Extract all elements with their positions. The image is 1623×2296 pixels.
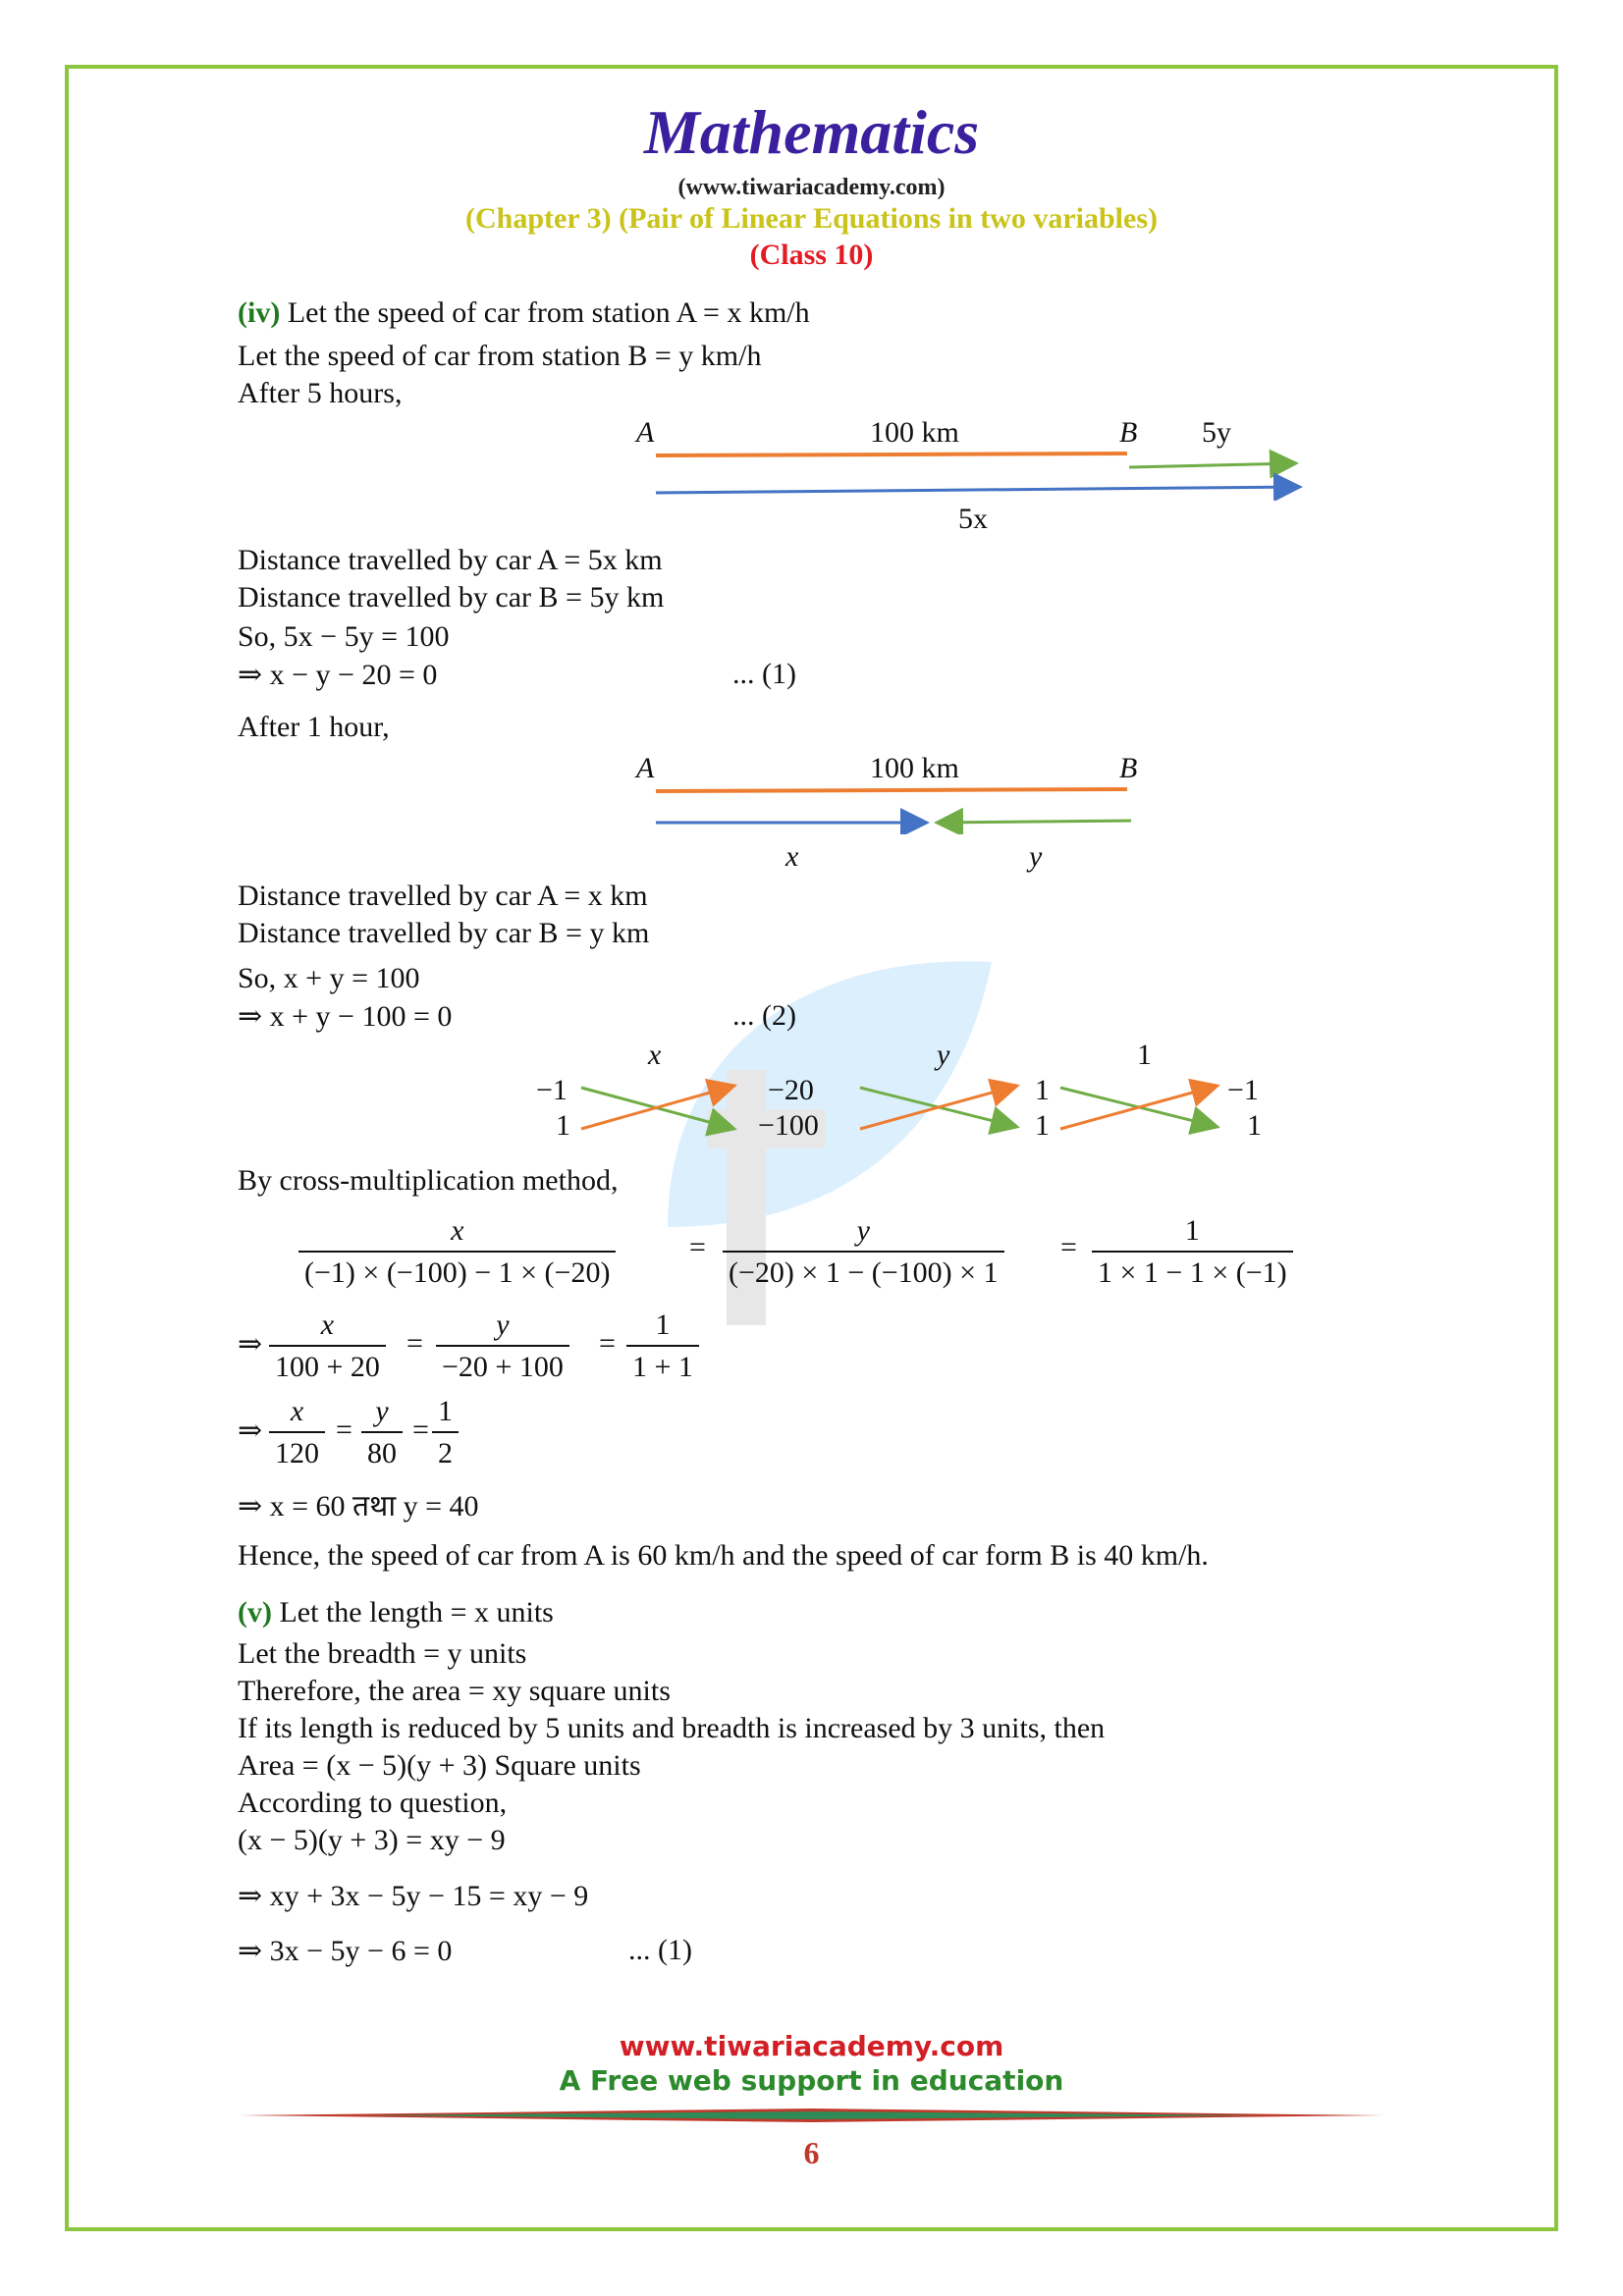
part-v-line4: If its length is reduced by 5 units and breadth is increased by 3 units, then bbox=[238, 1712, 1106, 1744]
part-v-label: (v) bbox=[238, 1596, 272, 1629]
distance-a: Distance travelled by car A = 5x km bbox=[238, 544, 663, 576]
part-iv-line2: Let the speed of car from station B = y km/h bbox=[238, 340, 762, 372]
cross-col3-top: 1 bbox=[1035, 1074, 1050, 1106]
cross-col2-top: −20 bbox=[768, 1074, 814, 1106]
cross-col3-bottom: 1 bbox=[1035, 1109, 1050, 1142]
implies-sign: ⇒ bbox=[238, 1415, 263, 1447]
diagram1-arrow-5y bbox=[1129, 463, 1296, 467]
diagram1-label-b: B bbox=[1119, 416, 1138, 449]
distance-b: Distance travelled by car B = 5y km bbox=[238, 581, 665, 614]
part-v-line9: ⇒ 3x − 5y − 6 = 0 bbox=[238, 1935, 453, 1967]
solution-line: ⇒ x = 60 तथा y = 40 bbox=[238, 1490, 479, 1522]
conclusion: Hence, the speed of car from A is 60 km/h and the speed of car form B is 40 km/h. bbox=[238, 1539, 1209, 1572]
footer-divider bbox=[240, 2109, 1384, 2122]
cross-col2-bottom: −100 bbox=[758, 1109, 819, 1142]
footer-url: www.tiwariacademy.com bbox=[619, 2030, 1004, 2062]
diagram2-label-y: y bbox=[1029, 840, 1043, 873]
class-heading: (Class 10) bbox=[749, 239, 874, 271]
diagram1-label-5x: 5x bbox=[958, 503, 988, 535]
part-v-line8: ⇒ xy + 3x − 5y − 15 = xy − 9 bbox=[238, 1880, 589, 1912]
fraction3-x: $\frac{x}{120}$ bbox=[269, 1392, 325, 1474]
page-number: 6 bbox=[803, 2135, 820, 2170]
diagram1-label-a: A bbox=[636, 416, 655, 449]
diagram1-distance: 100 km bbox=[870, 416, 959, 449]
fraction1-one: $\frac{1}{1 \times 1 - 1 \times (-1)}$ bbox=[1092, 1211, 1293, 1294]
part-iv-line3: After 5 hours, bbox=[238, 377, 403, 409]
fraction3-one: $\frac{1}{2}$ bbox=[432, 1392, 459, 1474]
diagram1-label-5y: 5y bbox=[1202, 416, 1231, 449]
diagram2-arrow-y bbox=[937, 821, 1131, 823]
fraction2-one: $\frac{1}{1 + 1}$ bbox=[626, 1306, 699, 1388]
page-title: Mathematics bbox=[643, 97, 980, 167]
equals-sign: = bbox=[412, 1414, 429, 1446]
equals-sign: = bbox=[1060, 1231, 1077, 1263]
fraction1-y: $\frac{y}{(-20) \times 1 - (-100) \times 1}$ bbox=[723, 1211, 1004, 1294]
cross-header-y: y bbox=[937, 1039, 950, 1071]
cross-arrows bbox=[569, 1070, 1237, 1158]
equation-2: So, x + y = 100 bbox=[238, 962, 420, 994]
cross-header-x: x bbox=[648, 1039, 662, 1071]
part-iv-intro bbox=[238, 296, 810, 330]
diagram1-line-100km bbox=[656, 454, 1127, 455]
diagram1-arrows bbox=[628, 442, 1316, 501]
equation-1-tag: ... (1) bbox=[732, 658, 796, 690]
part-v-intro bbox=[238, 1596, 554, 1629]
equals-sign: = bbox=[336, 1414, 352, 1446]
equals-sign: = bbox=[689, 1231, 706, 1263]
method-line: By cross-multiplication method, bbox=[238, 1164, 619, 1197]
implies-sign: ⇒ bbox=[238, 1328, 263, 1361]
equation-2b: ⇒ x + y − 100 = 0 bbox=[238, 1000, 453, 1033]
diagram2-arrows bbox=[628, 775, 1159, 834]
equals-sign: = bbox=[406, 1327, 423, 1360]
equals-sign: = bbox=[599, 1327, 616, 1360]
distance-b2: Distance travelled by car B = y km bbox=[238, 917, 650, 949]
distance-a2: Distance travelled by car A = x km bbox=[238, 880, 648, 912]
cross-col1-top: −1 bbox=[536, 1074, 568, 1106]
diagram2-distance: 100 km bbox=[870, 752, 959, 784]
equation-1b: ⇒ x − y − 20 = 0 bbox=[238, 659, 438, 691]
part-v-line7: (x − 5)(y + 3) = xy − 9 bbox=[238, 1824, 506, 1856]
part-iv-label: (iv) bbox=[238, 296, 281, 329]
part-v-line6: According to question, bbox=[238, 1787, 508, 1819]
equation-1: So, 5x − 5y = 100 bbox=[238, 620, 450, 653]
fraction1-x: $\frac{x}{(-1) \times (-100) - 1 \times (-20)}$ bbox=[298, 1211, 616, 1294]
part-iv-line1: Let the speed of car from station A = x km/h bbox=[280, 296, 810, 329]
chapter-heading: (Chapter 3) (Pair of Linear Equations in two variables) bbox=[464, 202, 1158, 235]
header-site: (www.tiwariacademy.com) bbox=[677, 175, 946, 200]
cross-col4-bottom: 1 bbox=[1247, 1109, 1262, 1142]
diagram2-label-a: A bbox=[636, 752, 655, 784]
footer-tagline: A Free web support in education bbox=[559, 2064, 1064, 2097]
equation-2-tag: ... (2) bbox=[732, 999, 796, 1032]
part-v-line2: Let the breadth = y units bbox=[238, 1637, 527, 1670]
diagram2-line-100km bbox=[656, 789, 1127, 791]
fraction3-y: $\frac{y}{80}$ bbox=[361, 1392, 403, 1474]
part-v-line5: Area = (x − 5)(y + 3) Square units bbox=[238, 1749, 641, 1782]
cross-header-1: 1 bbox=[1137, 1039, 1152, 1071]
fraction2-y: $\frac{y}{-20 + 100}$ bbox=[436, 1306, 569, 1388]
cross-col4-top: −1 bbox=[1227, 1074, 1259, 1106]
part-v-tag: ... (1) bbox=[628, 1934, 692, 1966]
fraction2-x: $\frac{x}{100 + 20}$ bbox=[269, 1306, 386, 1388]
part-v-line3: Therefore, the area = xy square units bbox=[238, 1675, 671, 1707]
diagram2-label-b: B bbox=[1119, 752, 1138, 784]
diagram2-label-x: x bbox=[785, 840, 799, 873]
cross-col1-bottom: 1 bbox=[556, 1109, 570, 1142]
diagram1-arrow-5x bbox=[656, 487, 1300, 493]
after-1-hour: After 1 hour, bbox=[238, 711, 390, 743]
part-v-line1: Let the length = x units bbox=[271, 1596, 554, 1629]
